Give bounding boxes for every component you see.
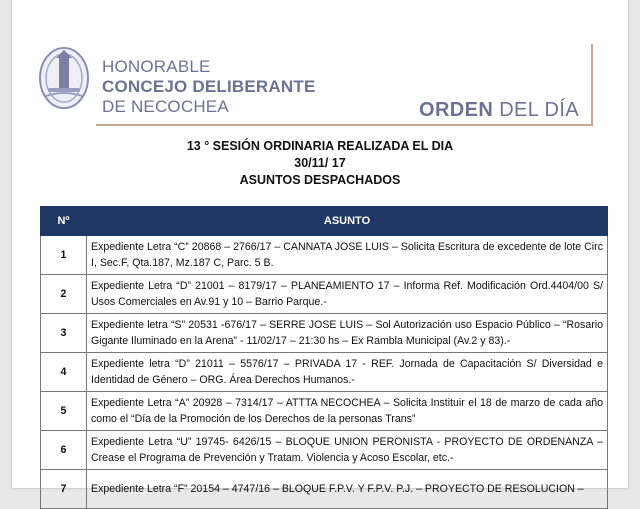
- table-row: [41, 236, 608, 275]
- row-text: Expediente Letra “A” 20928 – 7314/17 – ATTTA NECOCHEA – Solicita Instituir el 18 de marzo de cada año como el “Día de la Promoción de los Derechos de la personas Trans”: [87, 392, 608, 431]
- table-header-row: [41, 207, 608, 236]
- row-number: 7: [41, 470, 87, 509]
- agenda-table: [40, 206, 608, 509]
- row-number: 3: [41, 314, 87, 353]
- session-line-1: 13 ° SESIÓN ORDINARIA REALIZADA EL DIA: [186, 139, 454, 153]
- column-header-number: Nº: [41, 207, 87, 236]
- row-number: 4: [41, 353, 87, 392]
- table-row: [41, 314, 608, 353]
- orden-word: ORDEN: [419, 99, 494, 121]
- session-line-3: ASUNTOS DESPACHADOS: [239, 173, 401, 187]
- row-text: Expediente Letra “U” 19745- 6426/15 – BLOQUE UNION PERONISTA - PROYECTO DE ORDENANZA – Crease el Programa de Prevención y Tratam. Violencia y Acoso Escolar, etc.-: [87, 431, 608, 470]
- table-row: [41, 275, 608, 314]
- row-number: 5: [41, 392, 87, 431]
- vertical-rule: [591, 44, 593, 124]
- table-row: [41, 392, 608, 431]
- council-logo: [38, 46, 90, 110]
- table-row: [41, 353, 608, 392]
- session-date: 30/11/ 17: [294, 156, 346, 170]
- row-text: Expediente letra “S” 20531 -676/17 – SERRE JOSE LUIS – Sol Autorización uso Espacio Público – “Rosario Gigante Iluminado en la Arena” - 11/02/17 – 21:30 hs – Ex Rambla Municipal (Av.2 y 83).-: [87, 314, 608, 353]
- orden-del-dia-title: [419, 99, 579, 122]
- org-line-2: CONCEJO DELIBERANTE: [102, 77, 316, 96]
- row-text: Expediente Letra “D” 21001 – 8179/17 – PLANEAMIENTO 17 – Informa Ref. Modificación Ord.4404/00 S/ Usos Comerciales en Av.91 y 10 – Barrio Parque.-: [87, 275, 608, 314]
- table-row: [41, 431, 608, 470]
- row-text: Expediente Letra “C” 20868 – 2766/17 – CANNATA JOSE LUIS – Solicita Escritura de excedente de lote Circ I, Sec.F, Qta.187, Mz.187 C, Parc. 5 B.: [87, 236, 608, 275]
- row-number: 2: [41, 275, 87, 314]
- org-line-1: HONORABLE: [102, 57, 211, 76]
- del-dia-word: DEL DÍA: [499, 99, 580, 121]
- session-heading: [12, 138, 628, 189]
- horizontal-rule: [96, 124, 593, 126]
- row-text: Expediente letra “D” 21011 – 5576/17 – PRIVADA 17 - REF. Jornada de Capacitación S/ Diversidad e Identidad de Género – ORG. Área Derechos Humanos.-: [87, 353, 608, 392]
- row-number: 1: [41, 236, 87, 275]
- column-header-asunto: ASUNTO: [87, 207, 608, 236]
- org-line-3: DE NECOCHEA: [102, 97, 229, 116]
- row-text: Expediente Letra “F” 20154 – 4747/16 – BLOQUE F.P.V. Y F.P.V. P.J. – PROYECTO DE RESOLUCION –: [87, 470, 608, 509]
- row-number: 6: [41, 431, 87, 470]
- document-page: [12, 0, 628, 495]
- table-row: [41, 470, 608, 509]
- organization-name: [102, 57, 316, 117]
